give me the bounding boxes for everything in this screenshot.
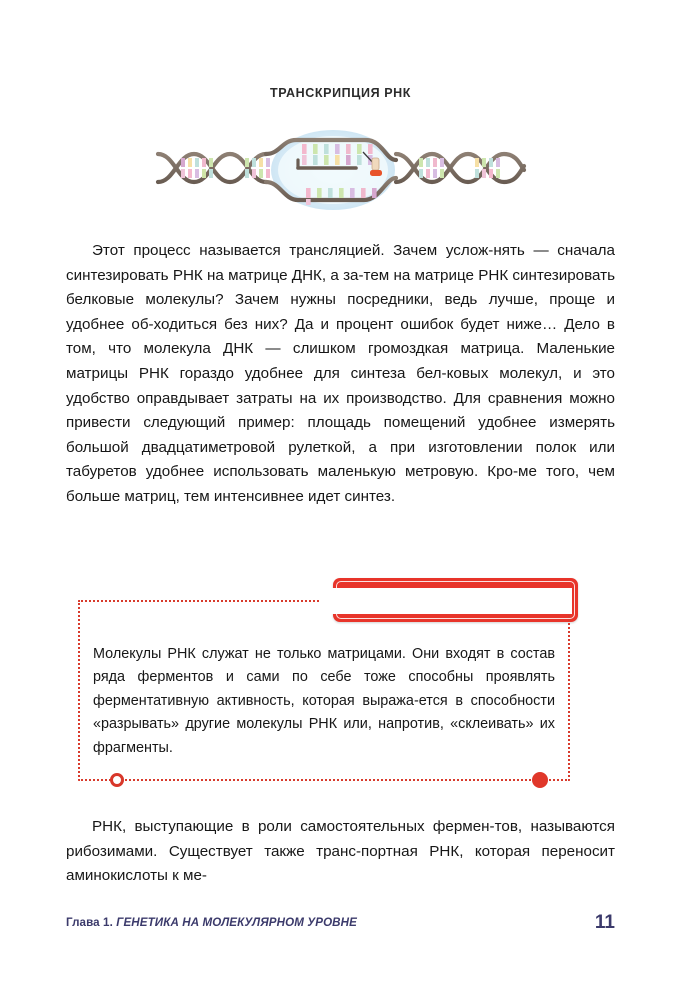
figure-block <box>0 86 681 214</box>
dna-transcription-illustration <box>150 114 531 214</box>
page-footer <box>66 911 615 933</box>
paragraph-1-text: Этот процесс называется трансляцией. Зачем услож-нять — сначала синтезировать РНК на матрице ДНК, а за-тем на матрице РНК синтезировать белковые молекулы? Зачем нужны посредники, ведь лучше, проще и удобнее об-ходиться без них? Да и процент ошибок будет ниже… Дело в том, что молекула ДНК — слишком громоздкая матрица. Маленькие матрицы РНК гораздо удобнее для синтеза бел-ковых молекул, и это удобство оправдывает затраты на их производство. Для сравнения можно привести следующий пример: площадь помещений удобнее измерять большой двадцатиметровой рулеткой, а при изготовлении полок или табуретов удобнее использовать маленькую метровую. Кро-ме того, чем больше матриц, тем интенсивнее идет синтез. <box>66 242 615 505</box>
body-paragraph-2 <box>66 815 615 889</box>
body-paragraph-1 <box>66 239 615 510</box>
footer-chapter <box>66 916 357 929</box>
attention-callout-box <box>78 600 570 781</box>
open-circle-marker-icon <box>110 773 124 787</box>
filled-circle-marker-icon <box>532 772 548 788</box>
footer-chapter-prefix: Глава 1. <box>66 916 113 929</box>
callout-border-badge-mask <box>320 588 572 614</box>
footer-chapter-title: ГЕНЕТИКА НА МОЛЕКУЛЯРНОМ УРОВНЕ <box>116 916 357 929</box>
paragraph-2-text: РНК, выступающие в роли самостоятельных фермен-тов, называются рибозимами. Существует также транс-портная РНК, которая переносит аминокислоты к ме- <box>66 818 615 885</box>
figure-title: ТРАНСКРИПЦИЯ РНК <box>269 86 412 100</box>
page-number: 11 <box>594 912 615 933</box>
callout-text: Молекулы РНК служат не только матрицами. Они входят в состав ряда ферментов и сами по себе тоже способны проявлять ферментативную активность, которая выража-ется в способности «разрывать» другие молекулы РНК или, напротив, «склеивать» их фрагменты. <box>93 646 555 756</box>
